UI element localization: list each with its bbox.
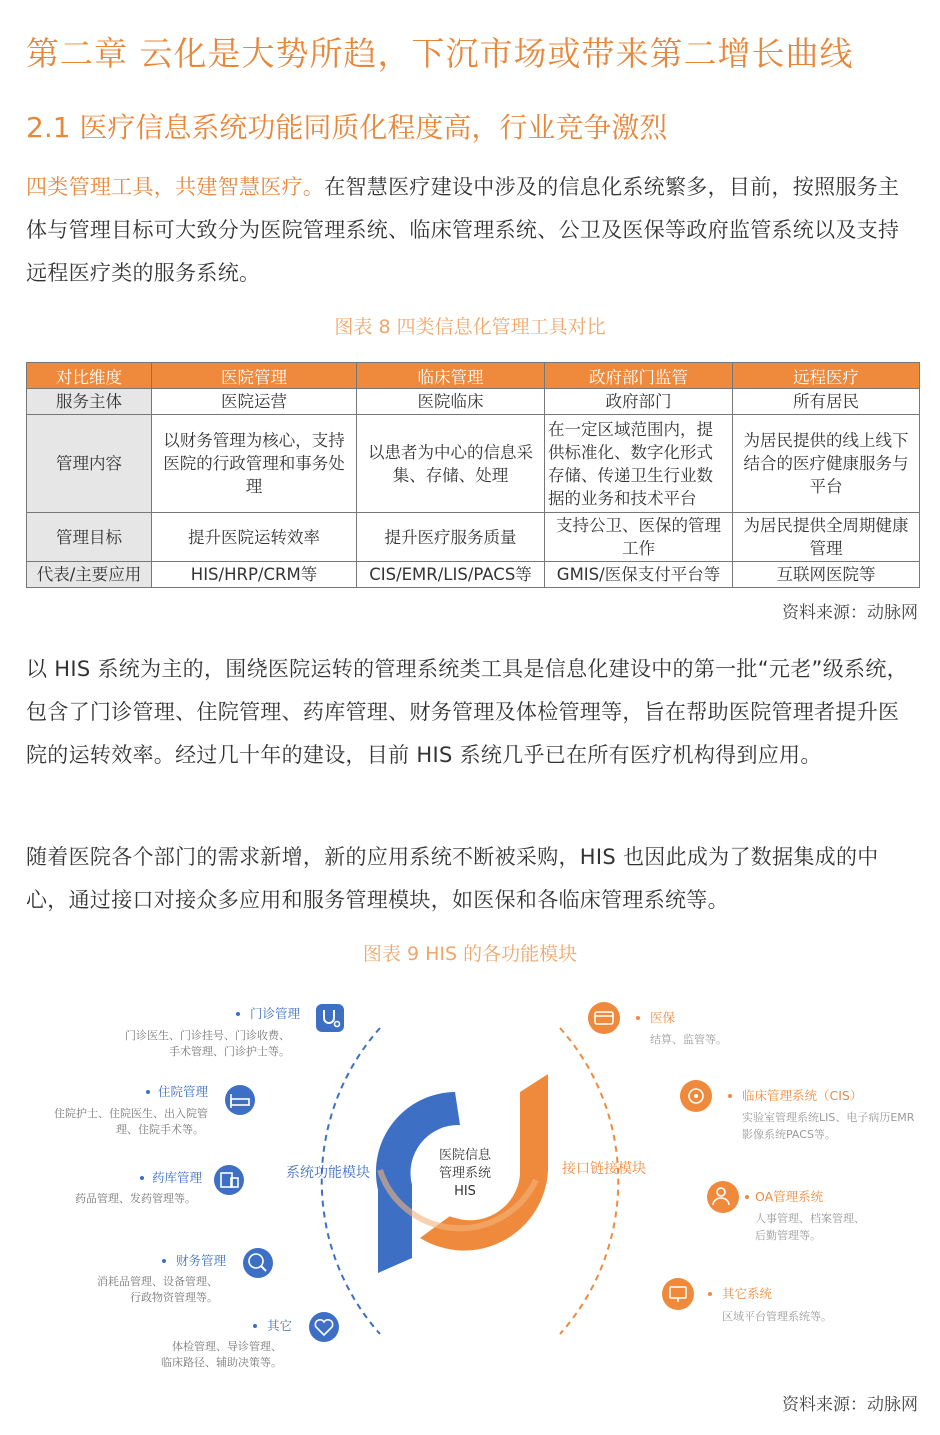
center-label-line: 医院信息 (438, 1148, 492, 1163)
item-desc: 人事管理、档案管理、 (755, 1212, 865, 1225)
item-desc: 后勤管理等。 (755, 1229, 821, 1242)
item-desc: 结算、监管等。 (650, 1033, 727, 1046)
table-cell: 管理内容 (27, 415, 152, 513)
item-desc: 区域平台管理系统等。 (722, 1310, 832, 1323)
monitor-icon (662, 1278, 694, 1310)
table-cell: 政府部门 (545, 389, 733, 415)
left-item-inpatient (54, 1084, 255, 1136)
pharmacy-icon (214, 1165, 244, 1195)
figure9-source: 资料来源：动脉网 (782, 1395, 918, 1415)
table-cell: 为居民提供的线上线下结合的医疗健康服务与平台 (733, 415, 920, 513)
left-item-finance (97, 1248, 273, 1304)
card-icon (588, 1002, 620, 1034)
item-title: 住院管理 (157, 1084, 208, 1099)
center-label-line: HIS (454, 1184, 476, 1199)
finance-icon (243, 1248, 273, 1278)
bed-icon (225, 1085, 255, 1115)
table-cell: 在一定区域范围内，提供标准化、数字化形式存储、传递卫生行业数据的业务和技术平台 (545, 415, 733, 513)
left-item-other (161, 1312, 339, 1369)
figure9-caption: 图表 9 HIS 的各功能模块 (362, 943, 578, 965)
table-cell: 为居民提供全周期健康管理 (733, 513, 920, 562)
table-cell: HIS/HRP/CRM等 (152, 562, 357, 588)
item-desc: 门诊医生、门诊挂号、门诊收费、 (125, 1029, 290, 1042)
right-dashed-arc (560, 1028, 618, 1334)
item-title: 医保 (650, 1010, 676, 1025)
intro-paragraph (26, 166, 918, 295)
item-desc: 影像系统PACS等。 (742, 1128, 836, 1141)
item-desc: 行政物资管理等。 (130, 1291, 218, 1304)
left-module-label: 系统功能模块 (286, 1165, 370, 1181)
table-header-row (27, 363, 920, 389)
section-title: 2.1 医疗信息系统功能同质化程度高，行业竞争激烈 (26, 111, 668, 144)
right-item-cis (680, 1080, 915, 1141)
table-row (27, 562, 920, 588)
table-cell: 医院运营 (152, 389, 357, 415)
figure8-source: 资料来源：动脉网 (782, 603, 918, 623)
table-cell: 服务主体 (27, 389, 152, 415)
his-paragraph: 以 HIS 系统为主的，围绕医院运转的管理系统类工具是信息化建设中的第一批“元老”级系统，包含了门诊管理、住院管理、药库管理、财务管理及体检管理等，旨在帮助医院管理者提升医院的运转效率。经过几十年的建设，目前 HIS 系统几乎已在所有医疗机构得到应用。 (26, 657, 908, 767)
table-cell: 提升医院运转效率 (152, 513, 357, 562)
table-header-cell: 临床管理 (357, 363, 545, 389)
stethoscope-icon (316, 1004, 344, 1032)
item-title: 财务管理 (175, 1253, 226, 1268)
intro-text: 在智慧医疗建设中涉及的信息化系统繁多，目前，按照服务主体与管理目标可大致分为医院管理系统、临床管理系统、公卫及医保等政府监管系统以及支持远程医疗类的服务系统。 (26, 175, 900, 285)
right-module-label: 接口链接模块 (562, 1161, 646, 1177)
table-header-cell: 远程医疗 (733, 363, 920, 389)
item-desc: 手术管理、门诊护士等。 (169, 1045, 290, 1058)
chapter-title: 第二章 云化是大势所趋，下沉市场或带来第二增长曲线 (26, 34, 854, 73)
table-cell: 提升医疗服务质量 (357, 513, 545, 562)
table-cell: CIS/EMR/LIS/PACS等 (357, 562, 545, 588)
integration-paragraph: 随着医院各个部门的需求新增，新的应用系统不断被采购，HIS 也因此成为了数据集成的中心，通过接口对接众多应用和服务管理模块，如医保和各临床管理系统等。 (26, 845, 879, 912)
right-item-other-systems (662, 1278, 832, 1323)
item-desc: 药品管理、发药管理等。 (75, 1192, 196, 1205)
item-title: 药库管理 (151, 1170, 202, 1185)
table-cell: 所有居民 (733, 389, 920, 415)
table-cell: 管理目标 (27, 513, 152, 562)
comparison-table (26, 362, 920, 588)
item-title: 临床管理系统（CIS） (742, 1088, 863, 1103)
table-row (27, 513, 920, 562)
center-label-line: 管理系统 (438, 1166, 492, 1181)
item-title: 其它 (266, 1318, 292, 1333)
item-title: 其它系统 (722, 1286, 773, 1301)
left-item-pharmacy (75, 1165, 244, 1205)
clinic-icon (680, 1080, 712, 1112)
left-item-outpatient (125, 1004, 344, 1058)
table-cell: 代表/主要应用 (27, 562, 152, 588)
table-cell: 以患者为中心的信息采集、存储、处理 (357, 415, 545, 513)
table-cell: 互联网医院等 (733, 562, 920, 588)
item-desc: 消耗品管理、设备管理、 (97, 1275, 218, 1288)
heart-icon (309, 1312, 339, 1342)
item-title: 门诊管理 (249, 1006, 300, 1021)
his-module-diagram (0, 980, 940, 1380)
table-header-cell: 政府部门监管 (545, 363, 733, 389)
item-title: OA管理系统 (755, 1189, 824, 1204)
right-item-oa (707, 1181, 865, 1242)
item-desc: 住院护士、住院医生、出入院管 (54, 1107, 208, 1120)
right-item-insurance (588, 1002, 727, 1046)
item-desc: 理、住院手术等。 (116, 1123, 204, 1136)
table-cell: 以财务管理为核心，支持医院的行政管理和事务处理 (152, 415, 357, 513)
table-row (27, 389, 920, 415)
table-header-cell: 对比维度 (27, 363, 152, 389)
item-desc: 体检管理、导诊管理、 (172, 1340, 282, 1353)
table-row (27, 415, 920, 513)
table-cell: 支持公卫、医保的管理工作 (545, 513, 733, 562)
staff-icon (707, 1181, 739, 1213)
item-desc: 临床路径、辅助决策等。 (161, 1356, 282, 1369)
left-dashed-arc (322, 1028, 380, 1334)
table-cell: 医院临床 (357, 389, 545, 415)
table-cell: GMIS/医保支付平台等 (545, 562, 733, 588)
item-desc: 实验室管理系统LIS、电子病历EMR (742, 1111, 915, 1124)
intro-highlight: 四类管理工具，共建智慧医疗。 (26, 175, 325, 199)
table-header-cell: 医院管理 (152, 363, 357, 389)
figure8-caption: 图表 8 四类信息化管理工具对比 (334, 316, 606, 338)
